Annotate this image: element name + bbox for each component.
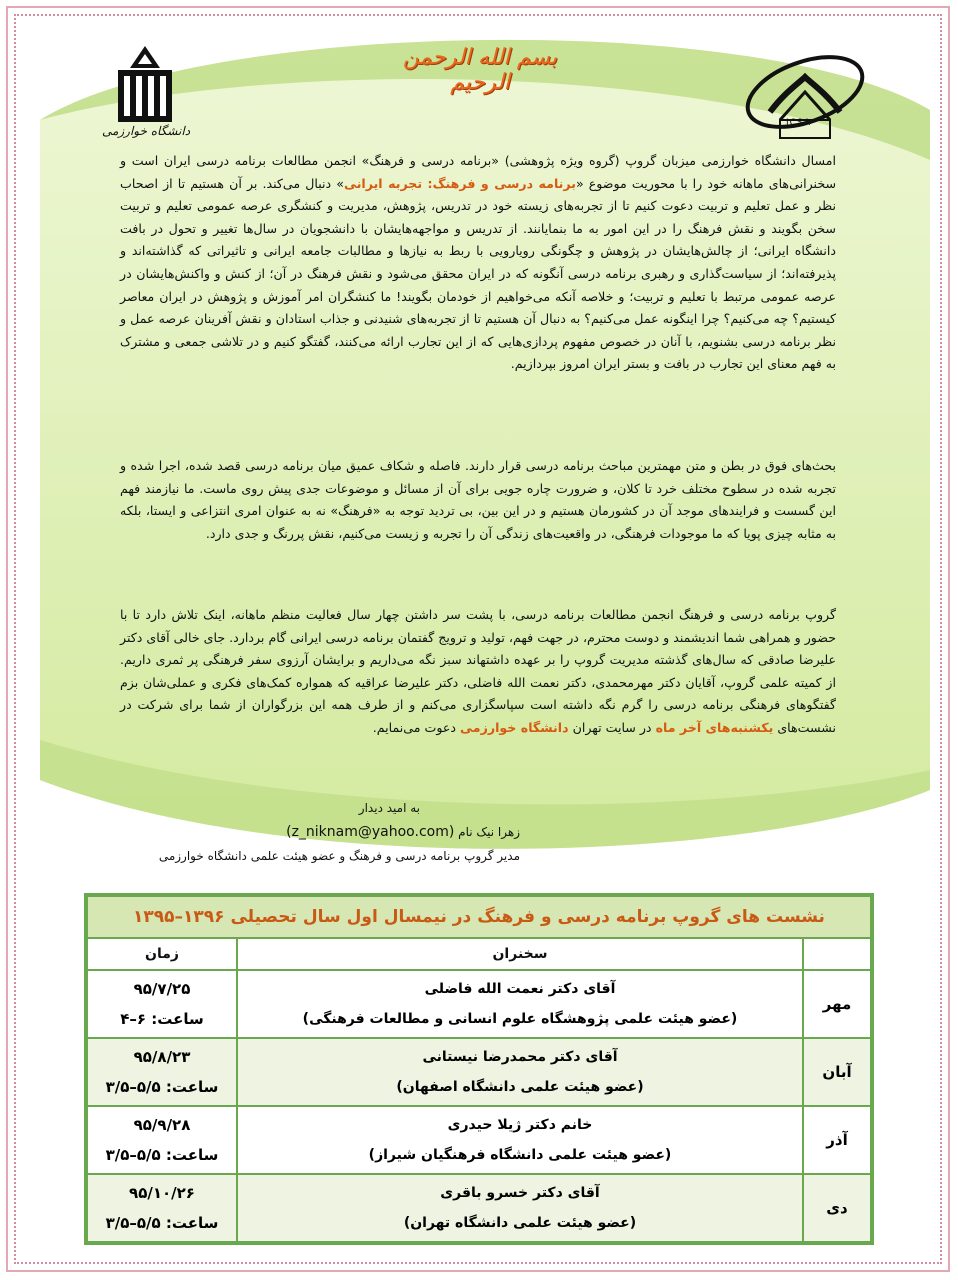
table-row <box>87 970 871 1038</box>
kharazmi-logo-caption: دانشگاه خوارزمی <box>101 124 191 138</box>
speaker-cell <box>237 1174 803 1242</box>
time-cell <box>87 970 237 1038</box>
speaker-affiliation: (عضو هیئت علمی دانشگاه تهران) <box>403 1215 637 1231</box>
icsa-caption: ICSA <box>786 118 811 128</box>
month-column-header <box>803 938 871 970</box>
signature-name: زهرا نیک نام <box>458 825 520 839</box>
third-text-a: گروپ برنامه درسی و فرهنگ انجمن مطالعات برنامه درسی، با پشت سر داشتن چهار سال فعالیت منظم ماهانه، اینک تلاش دارد تا با حضور و همراهی شما اندیشمند و دوست محترم، در جهت فهم، تولید و ترویج گفتمان برنامه درسی ایرانی گام بردارد. جای خالی آقای دکتر علیرضا صادقی که سال‌های گذشته مدیریت گروپ را بر عهده داشتهاند سبز نگه می‌داریم و برایشان آرزوی سفر فرهنگی پر ثمری داریم. از کمیته علمی گروپ، آقایان دکتر مهرمحمدی، دکتر نعمت الله فاضلی، دکتر علیرضا عراقیه که همواره کمک‌های فکری و عملی‌شان بزم گفتگوهای فرهنگی برنامه درسی را گرم نگه داشته است سپاسگزاری می‌کنم و از طرف همه این بزرگواران از شما برای شرکت در نشست‌های <box>120 607 836 735</box>
time-column-header: زمان <box>87 938 237 970</box>
university-highlight: دانشگاه خوارزمی <box>460 719 569 735</box>
signature-block <box>100 796 520 868</box>
speaker-cell <box>237 1038 803 1106</box>
speaker-cell <box>237 1106 803 1174</box>
intro-paragraph <box>120 150 836 376</box>
table-row <box>87 1106 871 1174</box>
month-cell: آذر <box>803 1106 871 1174</box>
schedule-table <box>84 893 874 1245</box>
session-date: ۹۵/۷/۲۵ <box>133 980 191 998</box>
table-row <box>87 1038 871 1106</box>
intro-text-a: امسال دانشگاه خوارزمی میزبان گروپ (گروه ویژه پژوهشی) «برنامه درسی و فرهنگ» انجمن مطالعات برنامه درسی ایران است و سخنرانی‌های ماهانه خود را با محوریت موضوع « <box>120 153 837 191</box>
speakers-column-header: سخنران <box>237 938 803 970</box>
speaker-name: خانم دکتر ژیلا حیدری <box>447 1117 593 1133</box>
third-paragraph <box>120 604 836 740</box>
session-time: ساعت: ۵/۵–۳/۵ <box>105 1078 219 1096</box>
session-date: ۹۵/۹/۲۸ <box>133 1116 191 1134</box>
speaker-affiliation: (عضو هیئت علمی پژوهشگاه علوم انسانی و مطالعات فرهنگی) <box>302 1011 738 1027</box>
second-paragraph-text: بحث‌های فوق در بطن و متن مهمترین مباحث برنامه درسی قرار دارند. فاصله و شکاف عمیق میان برنامه درسی قصد شده، اجرا شده و تجربه شده در سطوح مختلف خرد تا کلان، و ضرورت چاره جویی برای آن از مسائل و موضوعات جدی پیش روی ماست. ما نیازمند فهم این گسست و فرایندهای موجد آن در کشورمان هستیم و در این بین، بی تردید توجه به «فرهنگ» نه به عنوان امری انتزاعی و ایستا، بلکه به مثابه چیزی پویا که ما موجودات فرهنگی، در واقعیت‌های زندگی آن را تجربه و زیست می‌کنیم، نقش پررنگ و جدی دارد. <box>120 458 836 541</box>
intro-text-b: » دنبال می‌کند. بر آن هستیم تا از اصحاب نظر و عمل تعلیم و تربیت دعوت کنیم تا از تجربه‌های زیسته خود در تدریس، پژوهش، مدیریت و کنشگری عرصه عمومی تعلیم و تربیت سخن بگویند و نقش فرهنگ را در این امور به ما بنمایانند. از تدریس و مواجهه‌هایشان با دانشجویان در سال‌ها تغییر و تحول در بافت دانشگاه ایرانی؛ از چالش‌هایشان در پژوهش و چگونگی رویارویی با ربط به نیازها و مطالبات جامعه ایرانی و تاثیراتی که گذاشته‌اند و پذیرفته‌اند؛ از سیاست‌گذاری و رهبری برنامه درسی آنگونه که در ایران محقق می‌شود و نقش فرهنگ در آن؛ از کنش و واکنش‌هایشان در عرصه عمومی مرتبط با تعلیم و تربیت؛ و خلاصه آنکه می‌خواهیم از خودمان بگویند! ما کنشگران امر آموزش و پژوهش در ایران معاصر کیستیم؟ چه می‌کنیم؟ چرا اینگونه عمل می‌کنیم؟ به دنبال آن هستیم تا از تجربه‌های شنیدنی و جذاب استادان و نقش آفرینان عرصه عمل و نظر برنامه درسی بشنویم، با آنان در خصوص مفهوم پردازی‌هایی که از این تجارب ارائه می‌کنند، گفتگو کنیم و در تلاشی جمعی و مشترک به فهم معنای این تجارب در بافت و بستر ایران امروز بپردازیم. <box>120 175 836 372</box>
time-cell <box>87 1038 237 1106</box>
session-time: ساعت: ۶–۴ <box>120 1010 204 1028</box>
time-cell <box>87 1174 237 1242</box>
session-time: ساعت: ۵/۵–۳/۵ <box>105 1214 219 1232</box>
signature-role: مدیر گروپ برنامه درسی و فرهنگ و عضو هیئت علمی دانشگاه خوارزمی <box>158 849 520 863</box>
basmala-calligraphy: بسم الله الرحمن الرحیم <box>402 45 558 95</box>
session-date: ۹۵/۱۰/۲۶ <box>129 1184 195 1202</box>
speaker-affiliation: (عضو هیئت علمی دانشگاه فرهنگیان شیراز) <box>368 1147 672 1163</box>
month-cell: دی <box>803 1174 871 1242</box>
schedule-title: نشست های گروپ برنامه درسی و فرهنگ در نیمسال اول سال تحصیلی ۱۳۹۶–۱۳۹۵ <box>87 896 871 938</box>
table-row <box>87 1174 871 1242</box>
third-text-b: در سایت تهران <box>568 719 656 735</box>
second-paragraph <box>120 455 836 545</box>
time-cell <box>87 1106 237 1174</box>
month-cell: آبان <box>803 1038 871 1106</box>
intro-highlight: برنامه درسی و فرهنگ: تجربه ایرانی <box>343 175 576 191</box>
third-text-c: دعوت می‌نمایم. <box>372 719 461 735</box>
speaker-cell <box>237 970 803 1038</box>
speaker-affiliation: (عضو هیئت علمی دانشگاه اصفهان) <box>396 1079 644 1095</box>
speaker-name: آقای دکتر خسرو باقری <box>440 1185 600 1201</box>
signature-email-link[interactable]: (z_niknam@yahoo.com) <box>286 824 455 840</box>
speaker-name: آقای دکتر نعمت الله فاضلی <box>424 981 616 997</box>
speaker-name: آقای دکتر محمدرضا نیستانی <box>422 1049 618 1065</box>
session-time: ساعت: ۵/۵–۳/۵ <box>105 1146 219 1164</box>
signature-name-line <box>100 820 520 844</box>
month-cell: مهر <box>803 970 871 1038</box>
last-sundays-highlight: یکشنبه‌های آخر ماه <box>655 719 774 735</box>
session-date: ۹۵/۸/۲۳ <box>133 1048 191 1066</box>
signature-greeting: به امید دیدار <box>358 801 420 815</box>
